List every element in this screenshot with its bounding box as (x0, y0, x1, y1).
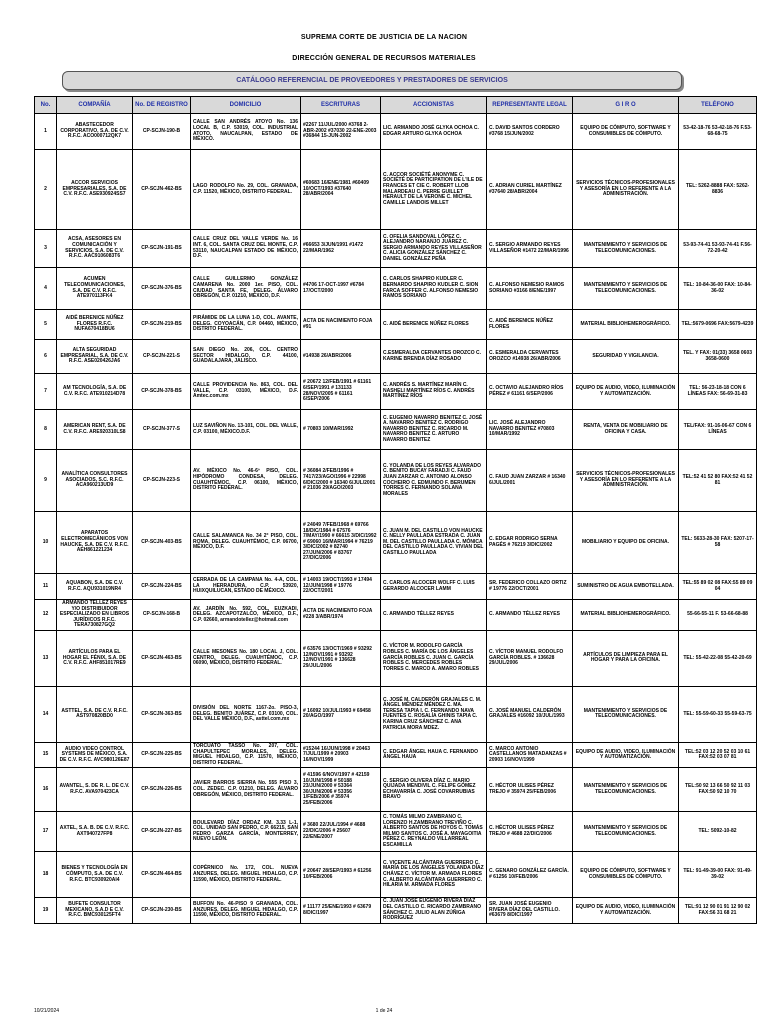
registration-cell: CP-SCJN-168-B (133, 600, 191, 631)
address-cell: CALLE PROVIDENCIA No. 863, COL. DEL VALLE, C.P. 03100, MÉXICO, D.F. Amtec.com.mx (191, 374, 301, 410)
address-cell: LAGO RODOLFO No. 29, COL. GRANADA, C.P. 11520, MÉXICO, DISTRITO FEDERAL. (191, 150, 301, 230)
table-row (35, 310, 757, 340)
legal-rep-cell: C. ESMERALDA CERVANTES OROZCO #14938 26/ABR/2006 (487, 340, 573, 374)
table-row (35, 512, 757, 574)
legal-rep-cell: C. GENARO GONZÁLEZ GARCÍA. # 61256 10/FEB/2006 (487, 852, 573, 898)
address-cell: SAN DIEGO No. 206, COL. CENTRO SECTOR HIDALGO, C.P. 44100, GUADALAJARA, JALISCO. (191, 340, 301, 374)
company-cell: APARATOS ELECTROMECÁNICOS VON HAUCKE, S.A. DE C.V. R.F.C. AEH861221234 (57, 512, 133, 574)
table-row (35, 630, 757, 686)
company-cell: AM TECNOLOGÍA, S.A. DE C.V. R.F.C. ATE910214D78 (57, 374, 133, 410)
row-number: 12 (35, 600, 57, 631)
company-cell: ARTÍCULOS PARA EL HOGAR EL FÉNIX, S.A. DE C.V. R.F.C. AHF851017RE9 (57, 630, 133, 686)
table-row (35, 230, 757, 268)
deeds-cell: ACTA DE NACIMIENTO FOJA #91 (301, 310, 381, 340)
column-header-phone: TELÉFONO (679, 97, 757, 114)
business-cell: MANTENIMIENTO Y SERVICIOS DE TELECOMUNICACIONES. (573, 768, 679, 812)
legal-rep-cell: C. JOSÉ MANUEL CALDERÓN GRAJALES #16092 10/JUL/1993 (487, 686, 573, 742)
column-header-shareholders: ACCIONISTAS (381, 97, 487, 114)
legal-rep-cell: LIC. JOSÉ ALEJANDRO NAVARRO BENITEZ #70803 10/MAR/1992 (487, 410, 573, 450)
row-number: 4 (35, 268, 57, 310)
address-cell: TORCUATO TASSO No. 207, COL. CHAPULTEPEC MORALES, DELEG. MIGUEL HIDALGO, C.P. 11570, MÉXICO, DISTRITO FEDERAL. (191, 742, 301, 767)
table-row (35, 852, 757, 898)
deeds-cell: # 14003 19/OCT/1993 # 17494 12/JUN/1998 # 19776 22/OCT/2001 (301, 574, 381, 600)
phone-cell: TEL: 55-59-60-33 55-59-63-75 (679, 686, 757, 742)
shareholders-cell: C. AIDÉ BERENICE NÚÑEZ FLORES (381, 310, 487, 340)
business-cell: MOBILIARIO Y EQUIPO DE OFICINA. (573, 512, 679, 574)
registration-cell: CP-SCJN-223-S (133, 450, 191, 512)
column-header-legal-rep: REPRESENTANTE LEGAL (487, 97, 573, 114)
company-cell: AUDIO VIDEO CONTROL SYSTEMS DE MÉXICO, S.A. DE C.V. R.F.C. AVC980126E87 (57, 742, 133, 767)
registration-cell: CP-SCJN-190-B (133, 114, 191, 150)
address-cell: LUZ SAVIÑON No. 13-101, COL. DEL VALLE, C.P. 03100, MÉXICO.D.F. (191, 410, 301, 450)
row-number: 14 (35, 686, 57, 742)
company-cell: ACSA, ASESORES EN COMUNICACIÓN Y SERVICIOS, S.A. DE C.V. R.F.C. AAC9106083T6 (57, 230, 133, 268)
company-cell: BIENES Y TECNOLOGÍA EN CÓMPUTO, S.A. DE C.V. R.F.C. BTC930920AI4 (57, 852, 133, 898)
phone-cell: 55-66-55-11 F. 53-66-68-88 (679, 600, 757, 631)
deeds-cell: #4706 17-OCT-1997 #6784 17/OCT/2000 (301, 268, 381, 310)
deeds-cell: # 20647 28/SEP/1993 # 61256 10/FEB/2006 (301, 852, 381, 898)
registration-cell: CP-SCJN-378-BS (133, 374, 191, 410)
phone-cell: TEL:5679-0696 FAX:5679-4239 (679, 310, 757, 340)
company-cell: AVANTEL, S. DE R. L. DE C.V. R.F.C. AVA970423CA (57, 768, 133, 812)
shareholders-cell: C. CARLOS SHAPIRO KUDLER C. BERNARDO SHAPIRO KUDLER C. SION FARCA SOFFER C. ALFONSO NEMESIO RAMOS SORIANO (381, 268, 487, 310)
business-cell: MANTENIMIENTO Y SERVICIOS DE TELECOMUNICACIONES. (573, 812, 679, 852)
table-row (35, 742, 757, 767)
table-row (35, 150, 757, 230)
phone-cell: TEL: 91-49-39-00 FAX: 91-49-39-02 (679, 852, 757, 898)
business-cell: SEGURIDAD Y VIGILANCIA. (573, 340, 679, 374)
deeds-cell: #2267 11/JUL/2000 #3768 2-ABR-2002 #37030 22-ENE-2003 #36844 15-JUN-2002 (301, 114, 381, 150)
registration-cell: CP-SCJN-462-BS (133, 150, 191, 230)
page-number: 1 de 24 (375, 1008, 393, 1014)
legal-rep-cell: C. DAVID SANTOS CORDERO #3768 15/JUN/2002 (487, 114, 573, 150)
registration-cell: CP-SCJN-403-BS (133, 512, 191, 574)
shareholders-cell: C. EUGENIO NAVARRO BENITEZ C. JOSÉ A. NAVARRO BENITEZ C. RODRIGO NAVARRO BENITEZ C. RICARDO M. NAVARRO BENITEZ C. ARTURO NAVARRO BENITEZ (381, 410, 487, 450)
company-cell: ACUMEN TELECOMUNICACIONES, S.A. DE C.V. R.F.C. ATE970113FK4 (57, 268, 133, 310)
legal-rep-cell: C. VÍCTOR MANUEL RODOLFO GARCÍA ROBLES. # 136628 29/JUL/2006 (487, 630, 573, 686)
phone-cell: 53-42-18-76 53-42-18-76 F.53-68-68-75 (679, 114, 757, 150)
shareholders-cell: C. JUAN M. DEL CASTILLO VON HAUCKE C. NELLY PAULLADA ESTRADA C. JUAN M. DEL CASTILLO PAULLADA C. MÓNICA DEL CASTILLO PAULLADA C. VIVIAN DEL CASTILLO PAULLADA (381, 512, 487, 574)
deeds-cell: # 20672 12/FEB/1991 # 61161 6/SEP/1991 # 131133 28/NOV/2005 # 61161 6/SEP/2006 (301, 374, 381, 410)
company-cell: BUFETE CONSULTOR MEXICANO, S.A.D E C.V. R.F.C. BMC930125FT4 (57, 898, 133, 923)
shareholders-cell: C. ANDRÉS S. MARTÍNEZ MARÍN C. NASHELI MARTÍNEZ RÍOS C. ANDRÉS MARTÍNEZ RÍOS (381, 374, 487, 410)
shareholders-cell: C. JUAN JOSÉ EUGENIO RIVERA DÍAZ DEL CASTILLO C. RICARDO ZAMBRANO SÁNCHEZ C. JULIO ALAN ZÚÑIGA RODRÍGUEZ (381, 898, 487, 923)
registration-cell: CP-SCJN-363-BS (133, 686, 191, 742)
registration-cell: CP-SCJN-191-BS (133, 230, 191, 268)
row-number: 15 (35, 742, 57, 767)
registration-cell: CP-SCJN-464-BS (133, 852, 191, 898)
row-number: 19 (35, 898, 57, 923)
deeds-cell: ACTA DE NACIMIENTO FOJA #228 3/ABR/1974 (301, 600, 381, 631)
table-row (35, 410, 757, 450)
legal-rep-cell: C. ADRIAN CURIEL MARTÍNEZ #37640 28/ABR/2004 (487, 150, 573, 230)
column-header-no: No. (35, 97, 57, 114)
table-header-row (35, 97, 757, 114)
document-subtitle: DIRECCIÓN GENERAL DE RECURSOS MATERIALES (292, 55, 476, 62)
company-cell: AQUABON, S.A. DE C.V. R.F.C. AQU931019NR4 (57, 574, 133, 600)
shareholders-cell: C. VICENTE ALCÁNTARA GUERRERO C. MARÍA DE LOS ÁNGELES YOLANDA DÍAZ CHÁVEZ C. VÍCTOR M. ARMADA FLORES C. ALBERTO ALCÁNTARA GUERRERO C. HILARIA M. ARMADA FLORES (381, 852, 487, 898)
company-cell: AXTEL, S.A. B. DE C.V. R.F.C. AXT940727FP8 (57, 812, 133, 852)
business-cell: MANTENIMIENTO Y SERVICIOS DE TELECOMUNICACIONES. (573, 686, 679, 742)
print-date: 10/21/2024 (34, 1008, 60, 1014)
row-number: 2 (35, 150, 57, 230)
address-cell: JAVIER BARROS SIERRA No. 555 PISO 3, COL. ZEDEC. C.P. 01210, DELEG. ÁLVARO OBREGÓN, MÉXICO, DISTRITO FEDERAL. (191, 768, 301, 812)
address-cell: CERRADA DE LA CAMPANA No. 4-A, COL. LA HERRADURA, C.P. 53920, HUIXQUILUCAN, ESTADO DE MÉXICO. (191, 574, 301, 600)
registration-cell: CP-SCJN-377-S (133, 410, 191, 450)
providers-table (34, 96, 757, 924)
address-cell: AV. JARDÍN No. 592, COL. EUZKADI, DELEG. AZCAPOTZALCO, MÉXICO, D.F., C.P. 02660, armandotellez@hotmail.com (191, 600, 301, 631)
company-cell: ALTA SEGURIDAD EMPRESARIAL, S.A. DE C.V. R.F.C. ASE020426JA6 (57, 340, 133, 374)
legal-rep-cell: C. HÉCTOR ULISES PÉREZ TREJO # 35974 25/FEB/2006 (487, 768, 573, 812)
shareholders-cell: C. ACCOR SOCIÉTÉ ANONYME C. SOCIÉTÉ DE PARTICIPATION DE L'ILE DE FRANCES ET CIE C. ROBERT LLOB MALARDEAU C. PERRE GUILLET HERAULT DE LA VERONE C. MICHEL CAMILLE LANDOIS MILLET (381, 150, 487, 230)
deeds-cell: #60683 16/ENE/1981 #60409 10/OCT/1993 #37640 28/ABR/2004 (301, 150, 381, 230)
deeds-cell: # 70803 10/MAR/1992 (301, 410, 381, 450)
table-row (35, 812, 757, 852)
legal-rep-cell: C. AIDÉ BERENICE NÚÑEZ FLORES (487, 310, 573, 340)
shareholders-cell: C. VÍCTOR M. RODOLFO GARCÍA ROBLES C. MARÍA DE LOS ÁNGELES GARCÍA ROBLES C. JUAN C. GARCÍA ROBLES C. MERCEDES ROBLES TORRES C. MARCO A. AMARO ROBLES (381, 630, 487, 686)
business-cell: EQUIPO DE AUDIO, VIDEO, ILUMINACIÓN Y AUTOMATIZACIÓN. (573, 898, 679, 923)
company-cell: ABASTECEDOR CORPORATIVO, S.A. DE C.V. R.F.C. ACO000712QK7 (57, 114, 133, 150)
company-cell: ASTTEL, S.A. DE C.V. R.F.C. AST970820BD0 (57, 686, 133, 742)
row-number: 5 (35, 310, 57, 340)
address-cell: CALLE CRUZ DEL VALLE VERDE No. 16 INT. 6, COL. SANTA CRUZ DEL MONTE, C.P. 53110, NAUCALPAN ESTADO DE MÉXICO, D.F. (191, 230, 301, 268)
row-number: 7 (35, 374, 57, 410)
phone-cell: TEL:91 12 90 01 91 12 90 02 FAX:56 31 68 21 (679, 898, 757, 923)
table-row (35, 898, 757, 923)
phone-cell: TEL:52 41 52 80 FAX:52 41 52 81 (679, 450, 757, 512)
legal-rep-cell: C. SERGIO ARMANDO REYES VILLASEÑOR #1472 22/MAR/1996 (487, 230, 573, 268)
registration-cell: CP-SCJN-219-BS (133, 310, 191, 340)
document-title: SUPREMA CORTE DE JUSTICIA DE LA NACION (300, 34, 468, 41)
row-number: 6 (35, 340, 57, 374)
deeds-cell: #15244 16/JUN/1998 # 20463 7/JUL/1999 # 20903 16/NOV/1999 (301, 742, 381, 767)
row-number: 18 (35, 852, 57, 898)
business-cell: SERVICIOS TÉCNICOS-PROFESIONALES Y ASESORÍA EN LO REFERENTE A LA ADMINISTRACIÓN. (573, 150, 679, 230)
address-cell: BOULEVARD DÍAZ ORDAZ KM. 3.33 L-1, COL. UNIDAD SAN PEDRO, C.P. 66215, SAN PEDRO GARZA GARCÍA, MONTERREY, NUEVO LEÓN. (191, 812, 301, 852)
legal-rep-cell: C. OCTAVIO ALEJANDRO RÍOS PÉREZ # 61161 6/SEP/2006 (487, 374, 573, 410)
business-cell: MANTENIMIENTO Y SERVICIOS DE TELECOMUNICACIONES. (573, 230, 679, 268)
registration-cell: CP-SCJN-230-BS (133, 898, 191, 923)
legal-rep-cell: C. ARMANDO TÉLLEZ REYES (487, 600, 573, 631)
address-cell: CALLE GUILLERMO GONZÁLEZ CAMARENA No. 2000 1er. PISO, COL. CIUDAD SANTA FE, DELEG. ÁLVARO OBREGÓN, C.P. 01210, MÉXICO, D.F. (191, 268, 301, 310)
deeds-cell: # 16092 10/JUL/1993 # 69458 20/AGO/1997 (301, 686, 381, 742)
table-row (35, 686, 757, 742)
registration-cell: CP-SCJN-226-BS (133, 768, 191, 812)
registration-cell: CP-SCJN-221-S (133, 340, 191, 374)
shareholders-cell: C. SERGIO OLIVERA DÍAZ C. MARIO QUIJADA MENDIVIL C. FELIPE GÓMEZ ECHAVARRÍA C. JOSÉ COVARRUBIAS BRAVO (381, 768, 487, 812)
shareholders-cell: C.ESMERALDA CERVANTES OROZCO C. KARINE BRENDA DÍAZ ROSADO (381, 340, 487, 374)
company-cell: ACCOR SERVICIOS EMPRESARIALES, S.A. DE C.V. R.F.C. ASE930924SS7 (57, 150, 133, 230)
address-cell: DIVISIÓN DEL NORTE 1167-2o. PISO-3, DELEG. BENITO JUÁREZ, C.P. 03100, COL. DEL VALLE MÉXICO, D.F., asttel.com.mx (191, 686, 301, 742)
phone-cell: TEL:52 03 12 20 52 03 10 61 FAX:52 03 07 81 (679, 742, 757, 767)
company-cell: AIDÉ BERENICE NÚÑEZ FLORES R.F.C. NUFA670418BU6 (57, 310, 133, 340)
company-cell: ANALÍTICA CONSULTORES ASOCIADOS, S.C. R.F.C. ACA960213UD9 (57, 450, 133, 512)
table-row (35, 340, 757, 374)
legal-rep-cell: SR. FEDERICO COLLAZO ORTIZ # 19776 22/OCT/2001 (487, 574, 573, 600)
business-cell: EQUIPO DE AUDIO, VIDEO, ILUMINACIÓN Y AUTOMATIZACIÓN. (573, 742, 679, 767)
phone-cell: TEL: 10-84-36-00 FAX: 10-84-36-02 (679, 268, 757, 310)
phone-cell: TEL/FAX: 91-16-06-67 CON 6 LÍNEAS (679, 410, 757, 450)
shareholders-cell: C. OFELIA SANDOVAL LÓPEZ C. ALEJANDRO NARANJO JUÁREZ C. SERGIO ARMANDO REYES VILLASEÑOR C. ALICIA GONZÁLEZ SÁNCHEZ C. DANIEL GONZÁLEZ PEÑA (381, 230, 487, 268)
table-row (35, 268, 757, 310)
column-header-deeds: ESCRITURAS (301, 97, 381, 114)
phone-cell: TEL:55 89 02 08 FAX:55 89 09 04 (679, 574, 757, 600)
row-number: 16 (35, 768, 57, 812)
address-cell: AV. MÉXICO No. 46-6º PISO, COL. HIPÓDROMO CONDESA, DELEG. CUAUHTÉMOC, C.P. 06100, MÉXICO, DISTRITO FEDERAL. (191, 450, 301, 512)
row-number: 3 (35, 230, 57, 268)
shareholders-cell: C. YOLANDA DE LOS REYES ALVARADO C. BENITO BUCAY FARADJI C. FAUD JUAN ZARZAR C. ANTONIO ALONSO COCHEIRO C. EDMUNDO F. BERUMEN TORRES C. FERNANDO SOLANA MORALES (381, 450, 487, 512)
company-cell: AMERICAN RENT, S.A. DE C.V. R.F.C. ARE920310LS8 (57, 410, 133, 450)
deeds-cell: #14938 26/ABR/2006 (301, 340, 381, 374)
table-row (35, 600, 757, 631)
row-number: 13 (35, 630, 57, 686)
phone-cell: TEL: 5262-8888 FAX: 5262-8836 (679, 150, 757, 230)
deeds-cell: # 11177 25/ENE/1993 # 63679 8/DIC/1997 (301, 898, 381, 923)
address-cell: CALLE SALAMANCA No. 34 2° PISO, COL. ROMA, DELEG. CUAUHTÉMOC, C.P. 06700, MÉXICO, D.F. (191, 512, 301, 574)
table-row (35, 114, 757, 150)
address-cell: CALLE SAN ANDRÉS ATOYO No. 136 LOCAL B, C.P. 53019, COL. INDUSTRIAL ATOTO, NAUCALPAN, ESTADO DE MÉXICO. (191, 114, 301, 150)
column-header-registration: No. DE REGISTRO (133, 97, 191, 114)
row-number: 11 (35, 574, 57, 600)
registration-cell: CP-SCJN-227-BS (133, 812, 191, 852)
address-cell: BUFFON No. 46-PISO 9 GRANADA, COL. ANZURES, DELEG. MIGUEL HIDALGO, C.P. 11590, MÉXICO, DISTRITO FEDERAL. (191, 898, 301, 923)
business-cell: EQUIPO DE CÓMPUTO, SOFTWARE Y CONSUMIBLES DE CÓMPUTO. (573, 114, 679, 150)
row-number: 1 (35, 114, 57, 150)
row-number: 17 (35, 812, 57, 852)
legal-rep-cell: C. ALFONSO NEMESIO RAMOS SORIANO #3166 8/ENE/1997 (487, 268, 573, 310)
business-cell: MATERIAL BIBLIOHEMEROGRÁFICO. (573, 310, 679, 340)
legal-rep-cell: C. EDGAR RODRIGO SERNA PAGÉS # 76219 3/DIC/2002 (487, 512, 573, 574)
business-cell: MATERIAL BIBLIOHEMEROGRÁFICO. (573, 600, 679, 631)
address-cell: CALLE MESONES No. 180 LOCAL J, COL. CENTRO, DELEG. CUAUHTÉMOC, C.P. 06090, MÉXICO, DISTRITO FEDERAL. (191, 630, 301, 686)
shareholders-cell: C. ARMANDO TÉLLEZ REYES (381, 600, 487, 631)
catalog-banner: CATÁLOGO REFERENCIAL DE PROVEEDORES Y PRESTADORES DE SERVICIOS (62, 71, 682, 90)
deeds-cell: # 36084 2/FEB/1996 # 7417/23/AGO/1996 # 22998 6/DIC/2000 # 16340 6/JUL/2001 # 21036 29/AGO/2003 (301, 450, 381, 512)
phone-cell: TEL:50 92 13 66 50 92 11 03 FAX:50 92 10 70 (679, 768, 757, 812)
row-number: 8 (35, 410, 57, 450)
address-cell: COPÉRNICO No. 172, COL. NUEVA ANZURES, DELEG. MIGUEL HIDALGO, C.P. 11590, MÉXICO, DISTRITO FEDERAL. (191, 852, 301, 898)
phone-cell: TEL: 56-23-18-18 CON 6 LÍNEAS FAX: 56-69-31-83 (679, 374, 757, 410)
table-row (35, 450, 757, 512)
shareholders-cell: C. TOMÁS MILMO ZAMBRANO C. LORENZO H.ZAMBRANO TREVIÑO C. ALBERTO SANTOS DE HOYOS C. TOMÁS MILMO SANTOS C. JOSÉ A. MAYAGOITIA PÉREZ C. REYNALDO VILLARREAL ESCAMILLA (381, 812, 487, 852)
legal-rep-cell: SR. JUAN JOSÉ EUGENIO RIVERA DÍAZ DEL CASTILLO. #63679 8/DIC/1997 (487, 898, 573, 923)
deeds-cell: # 41596 6/NOV/1997 # 42159 10/JUN/1998 # 50188 23/JUN/2000 # 53364 30/JUN/2006 # 53356 1/FEB/2006 # 35974 25/FEB/2006 (301, 768, 381, 812)
business-cell: RENTA, VENTA DE MOBILIARIO DE OFICINA Y CASA. (573, 410, 679, 450)
table-row (35, 374, 757, 410)
table-row (35, 768, 757, 812)
business-cell: ARTÍCULOS DE LIMPIEZA PARA EL HOGAR Y PARA LA OFICINA. (573, 630, 679, 686)
business-cell: SERVICIOS TÉCNICOS-PROFESIONALES Y ASESORÍA EN LO REFERENTE A LA ADMINISTRACIÓN. (573, 450, 679, 512)
column-header-business: G I R O (573, 97, 679, 114)
table-row (35, 574, 757, 600)
business-cell: EQUIPO DE AUDIO, VIDEO, ILUMINACIÓN Y AUTOMATIZACIÓN. (573, 374, 679, 410)
row-number: 9 (35, 450, 57, 512)
legal-rep-cell: C. MARCO ANTONIO CASTELLANOS MATADANZAS # 20903 16/NOV/1999 (487, 742, 573, 767)
shareholders-cell: C. EDGAR ÁNGEL HAUA C. FERNANDO ÁNGEL HAUA (381, 742, 487, 767)
shareholders-cell: C. CARLOS ALCOCER WOLFF C. LUIS GERARDO ALCOCER LAMM (381, 574, 487, 600)
business-cell: SUMINISTRO DE AGUA EMBOTELLADA. (573, 574, 679, 600)
deeds-cell: # 3680 22/JUL/1994 # 4688 22/DIC/2006 # 25607 22/ENE/2007 (301, 812, 381, 852)
deeds-cell: #66653 3/JUN/1991 #1472 22/MAR/1962 (301, 230, 381, 268)
registration-cell: CP-SCJN-463-BS (133, 630, 191, 686)
registration-cell: CP-SCJN-224-BS (133, 574, 191, 600)
address-cell: PIRÁMIDE DE LA LUNA 1-D, COL. AVANTE, DELEG. COYOACÁN, C.P. 04460, MÉXICO, DISTRITO FEDERAL. (191, 310, 301, 340)
phone-cell: TEL. Y FAX: 01(33) 3658 0603 3658-0600 (679, 340, 757, 374)
legal-rep-cell: C. HÉCTOR ULISES PÉREZ TREJO # 4688 22/DIC/2006 (487, 812, 573, 852)
business-cell: EQUIPO DE CÓMPUTO, SOFTWARE Y CONSUMIBLES DE CÓMPUTO. (573, 852, 679, 898)
phone-cell: TEL: 5092-10-82 (679, 812, 757, 852)
deeds-cell: # 63576 13/OCT/1969 # 93292 12/NOV/1991 # 93292 12/NOV/1991 # 136628 29/JUL/2006 (301, 630, 381, 686)
phone-cell: TEL: 5633-28-30 FAX: 5207-17-58 (679, 512, 757, 574)
business-cell: MANTENIMIENTO Y SERVICIOS DE TELECOMUNICACIONES. (573, 268, 679, 310)
registration-cell: CP-SCJN-225-BS (133, 742, 191, 767)
shareholders-cell: C. JOSÉ M. CALDERÓN GRAJALES C. M. ÁNGEL MÉNDEZ MÉNDEZ C. MA. TERESA TAPIA I. C. FERNANDO NAVA FUENTES C. ROSALÍA GHINIS TAPIA C. KARINA CRUZ SÁNCHEZ C. ANA PATRICIA MORA MDEZ. (381, 686, 487, 742)
column-header-address: DOMICILIO (191, 97, 301, 114)
phone-cell: TEL: 55-42-22-08 55-42-20-69 (679, 630, 757, 686)
column-header-company: COMPAÑÍA (57, 97, 133, 114)
legal-rep-cell: C. FAUD JUAN ZARZAR # 16340 6/JUL/2001 (487, 450, 573, 512)
phone-cell: 53-93-74-41 53-93-74-41 F.56-72-20-42 (679, 230, 757, 268)
registration-cell: CP-SCJN-376-BS (133, 268, 191, 310)
row-number: 10 (35, 512, 57, 574)
deeds-cell: # 24049 7/FEB/1968 # 69766 18/DIC/1984 # 67576 7/MAY/1990 # 66615 3/DIC/1992 # 69060 16/MAR/1994 # 76219 3/DIC/2002 # 82740 27/JUN/2006 # 83767 27/DIC/2006 (301, 512, 381, 574)
shareholders-cell: LIC. ARMANDO JOSÉ GLYKA OCHOA C. EDGAR ARTURO GLYKA OCHOA (381, 114, 487, 150)
company-cell: ARMANDO TÉLLEZ REYES Y/O DISTRIBUIDOR ESPECIALIZADO EN LIBROS JURÍDICOS R.F.C. TERA730827GQ2 (57, 600, 133, 631)
